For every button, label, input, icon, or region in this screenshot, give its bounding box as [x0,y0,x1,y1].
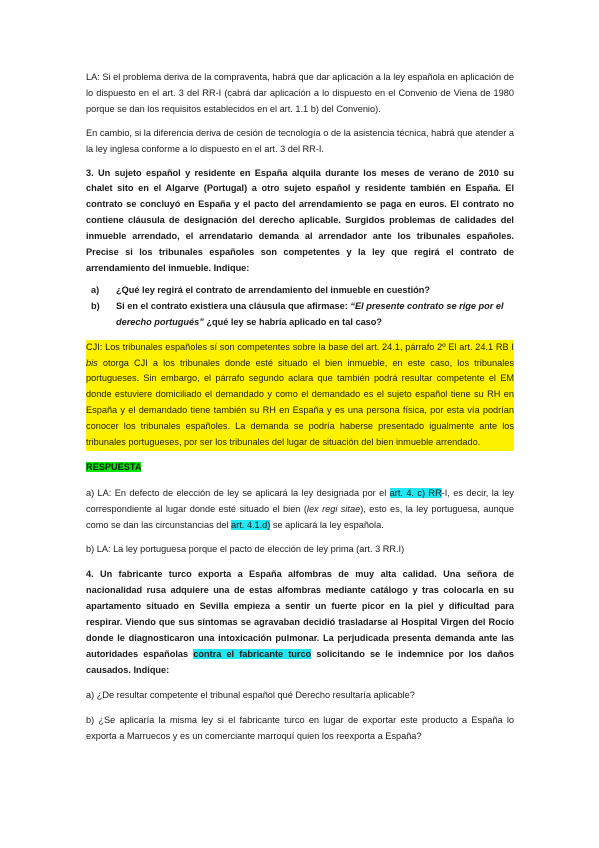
question-4-item-a: a) ¿De resultar competente el tribunal español qué Derecho resultaría aplicable? [86,689,415,700]
question-3-item-a [86,283,514,299]
question-4-item-b: b) ¿Se aplicaría la misma ley si el fabricante turco en lugar de exportar este producto a España lo exporta a Marruecos y es un comerciante marroquí quien los reexporta a España? [86,714,514,741]
answer-a-text-2: -I, es decir, la ley correspondiente al lugar donde esté situado el bien ( [86,487,514,514]
question-3-item-b [86,299,514,331]
list-marker: a) [91,284,100,295]
answer-a-text-1: a) LA: En defecto de elección de ley se aplicará la ley designada por el [86,487,390,498]
la-paragraph-2: En cambio, si la diferencia deriva de cesión de tecnología o de la asistencia técnica, habrá que atender a la ley inglesa conforme a lo dispuesto en el art. 3 del RR-I. [86,127,514,154]
question-3-item-b-text-1: Si en el contrato existiera una cláusula que afirmase: [116,300,351,311]
cji-text-2: otorga CJI a los tribunales donde esté situado el bien inmueble, en este caso, los tribunales portugueses. Sin embargo, el párrafo segundo aclara que también podrá resultar competente el EM donde estuviere domiciliado el demandado y como el demandado es el sujeto español tiene su RH en España y el demandado tiene también su RH en España y es una persona física, por esta vía podrían conocer los tribunales españoles. La demanda se podría haberse presentado igualmente ante los tribunales portugueses, por ser los tribunales del lugar de situación del bien inmueble arrendado. [86,357,514,448]
question-3-item-a-text: ¿Qué ley regirá el contrato de arrendamiento del inmueble en cuestión? [116,284,430,295]
la-paragraph-1: LA: Si el problema deriva de la compraventa, habrá que dar aplicación a la ley española en aplicación de lo dispuesto en el art. 3 del RR-I (cabrá dar aplicación a lo dispuesto en el Convenio de Viena de 1980 porque se dan los requisitos establecidos en el art. 1.1 b) del Convenio). [86,72,514,114]
respuesta-heading-line [86,460,514,476]
question-4-highlight: contra el fabricante turco [193,649,312,659]
answer-a-text-3: ), esto es, la ley portuguesa, aunque como se dan las circunstancias del [86,503,515,530]
question-4-text-1: 4. Un fabricante turco exporta a España alfombras de muy alta calidad. Una señora de nacionalidad rusa adquiere una de estas alfombras mediante catálogo y tras colocarla en su apartamento situado en Sevilla empieza a sentir un fuerte picor en la piel y dificultad para respirar. Viendo que sus síntomas se agravaban decidió trasladarse al Hospital Virgen del Rocío donde le diagnosticaron una intoxicación pulmonar. La perjudicada presenta demanda ante las autoridades españolas [86,569,514,659]
question-3-item-b-quote: “El presente contrato se rige por el derecho portugués” [116,300,504,327]
answer-a-highlight-2: art. 4.1.d) [231,519,271,530]
question-4-text-2: solicitando se le indemnice por los daños causados. Indique: [86,649,514,675]
respuesta-heading: RESPUESTA [86,461,142,472]
answer-a-text-4: se aplicará la ley española. [270,519,384,530]
answer-a-paragraph [86,486,514,534]
cji-bis: bis [86,357,98,368]
cji-highlighted-paragraph [86,340,514,451]
question-3-text: 3. Un sujeto español y residente en España alquila durante los meses de verano de 2010 su chalet sito en el Algarve (Portugal) a otro sujeto español y residente también en España. El contrato se concluyó en España y el pacto del arrendamiento se paga en euros. El contrato no contiene cláusula de designación del derecho aplicable. Surgidos problemas de calidades del inmueble arrendado, el arrendatario demanda al arrendador ante los tribunales españoles. Precise si los tribunales españoles son competentes y la ley que regirá el contrato de arrendamiento del inmueble. Indique: [86,167,514,273]
question-3-item-b-text-2: ¿qué ley se habría aplicado en tal caso? [203,316,383,327]
list-marker: b) [91,300,100,311]
question-4-text [86,567,514,678]
question-3-list [86,283,514,331]
answer-a-highlight-1: art. 4. c) RR [389,487,442,498]
answer-b-paragraph: b) LA: La ley portuguesa porque el pacto de elección de ley prima (art. 3 RR.I) [86,543,405,554]
answer-a-lex: lex regi sitae [306,503,361,514]
document-page [86,70,514,745]
cji-text-1: CJI: Los tribunales españoles sí son competentes sobre la base del art. 24.1, párrafo 2º El art. 24.1 RB I [86,341,514,352]
